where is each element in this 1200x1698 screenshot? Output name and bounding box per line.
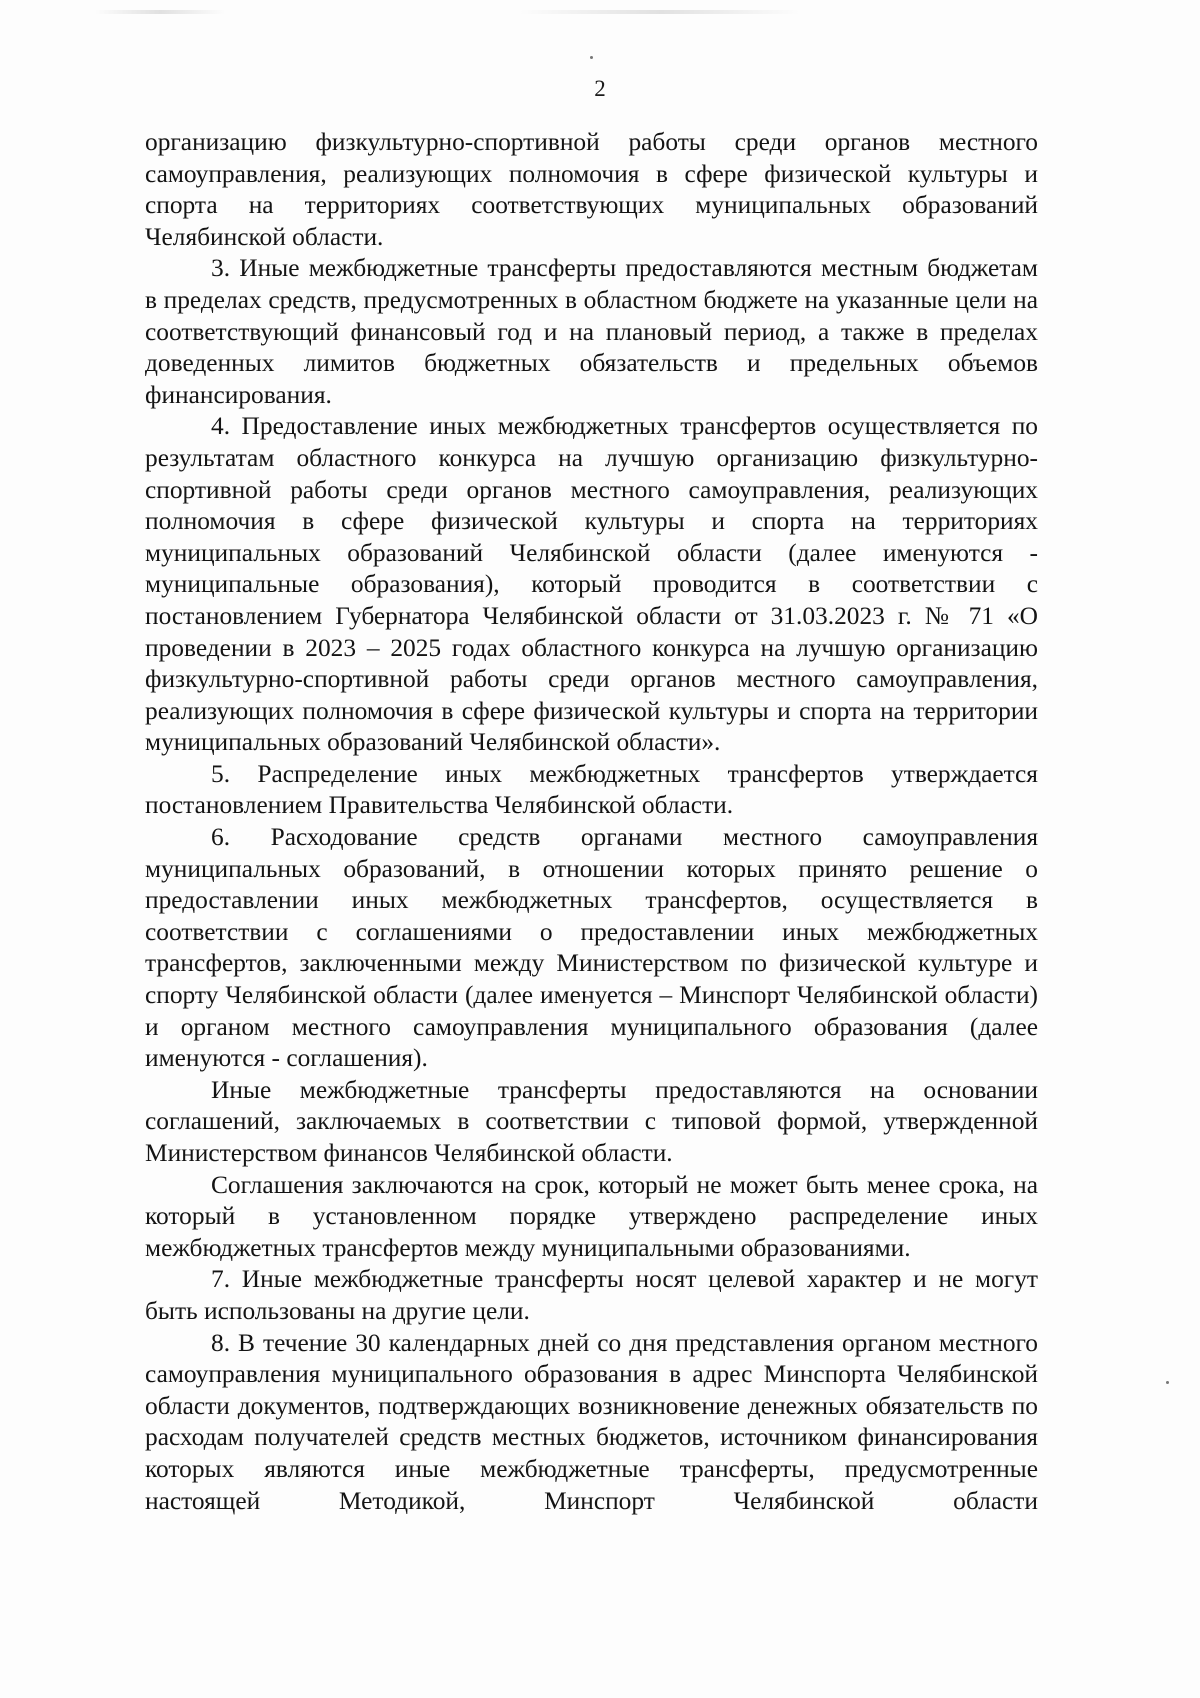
paragraph-3: 3. Иные межбюджетные трансферты предоставляются местным бюджетам в пределах средств, предусмотренных в областном бюджете на указанные цели на соответствующий финансовый год и на плановый период, а также в пределах доведенных лимитов бюджетных обязательств и предельных объемов финансирования. xyxy=(145,254,1038,409)
paragraph-8: 8. В течение 30 календарных дней со дня представления органом местного самоуправления муниципального образования в адрес Минспорта Челябинской области документов, подтверждающих возникновение денежных обязательств по расходам получателей средств местных бюджетов, источником финансирования которых являются иные межбюджетные трансферты, предусмотренные настоящей Методикой, Минспорт Челябинской области xyxy=(145,1328,1038,1515)
document-body xyxy=(145,127,1038,1517)
paragraph-4: 4. Предоставление иных межбюджетных трансфертов осуществляется по результатам областного конкурса на лучшую организацию физкультурно-спортивной работы среди органов местного самоуправления, реализующих полномочия в сфере физической культуры и спорта на территориях муниципальных образований Челябинской области (далее именуются - муниципальные образования), который проводится в соответствии с постановлением Губернатора Челябинской области от 31.03.2023 г. № 71 «О проведении в 2023 – 2025 годах областного конкурса на лучшую организацию физкультурно-спортивной работы среди органов местного самоуправления, реализующих полномочия в сфере физической культуры и спорта на территории муниципальных образований Челябинской области». xyxy=(145,412,1038,757)
paragraph-7: 7. Иные межбюджетные трансферты носят целевой характер и не могут быть использованы на другие цели. xyxy=(145,1265,1038,1325)
page-number: 2 xyxy=(594,76,606,101)
scan-artifact-dot xyxy=(1166,1381,1169,1384)
scan-artifact-left xyxy=(95,10,225,14)
scan-artifact-dot xyxy=(590,56,593,59)
scan-artifact-center xyxy=(520,10,800,14)
paragraph-continuation: организацию физкультурно-спортивной работы среди органов местного самоуправления, реализующих полномочия в сфере физической культуры и спорта на территориях соответствующих муниципальных образований Челябинской области. xyxy=(145,128,1038,251)
paragraph-6-agreements-basis: Иные межбюджетные трансферты предоставляются на основании соглашений, заключаемых в соответствии с типовой формой, утвержденной Министерством финансов Челябинской области. xyxy=(145,1075,1038,1167)
paragraph-6-agreements-term: Соглашения заключаются на срок, который не может быть менее срока, на который в установленном порядке утверждено распределение иных межбюджетных трансфертов между муниципальными образованиями. xyxy=(145,1170,1038,1262)
paragraph-5: 5. Распределение иных межбюджетных трансфертов утверждается постановлением Правительства Челябинской области. xyxy=(145,759,1038,820)
paragraph-6: 6. Расходование средств органами местного самоуправления муниципальных образований, в отношении которых принято решение о предоставлении иных межбюджетных трансфертов, осуществляется в соответствии с соглашениями о предоставлении иных межбюджетных трансфертов, заключенными между Министерством по физической культуре и спорту Челябинской области (далее именуется – Минспорт Челябинской области) и органом местного самоуправления муниципального образования (далее именуются - соглашения). xyxy=(145,823,1038,1073)
